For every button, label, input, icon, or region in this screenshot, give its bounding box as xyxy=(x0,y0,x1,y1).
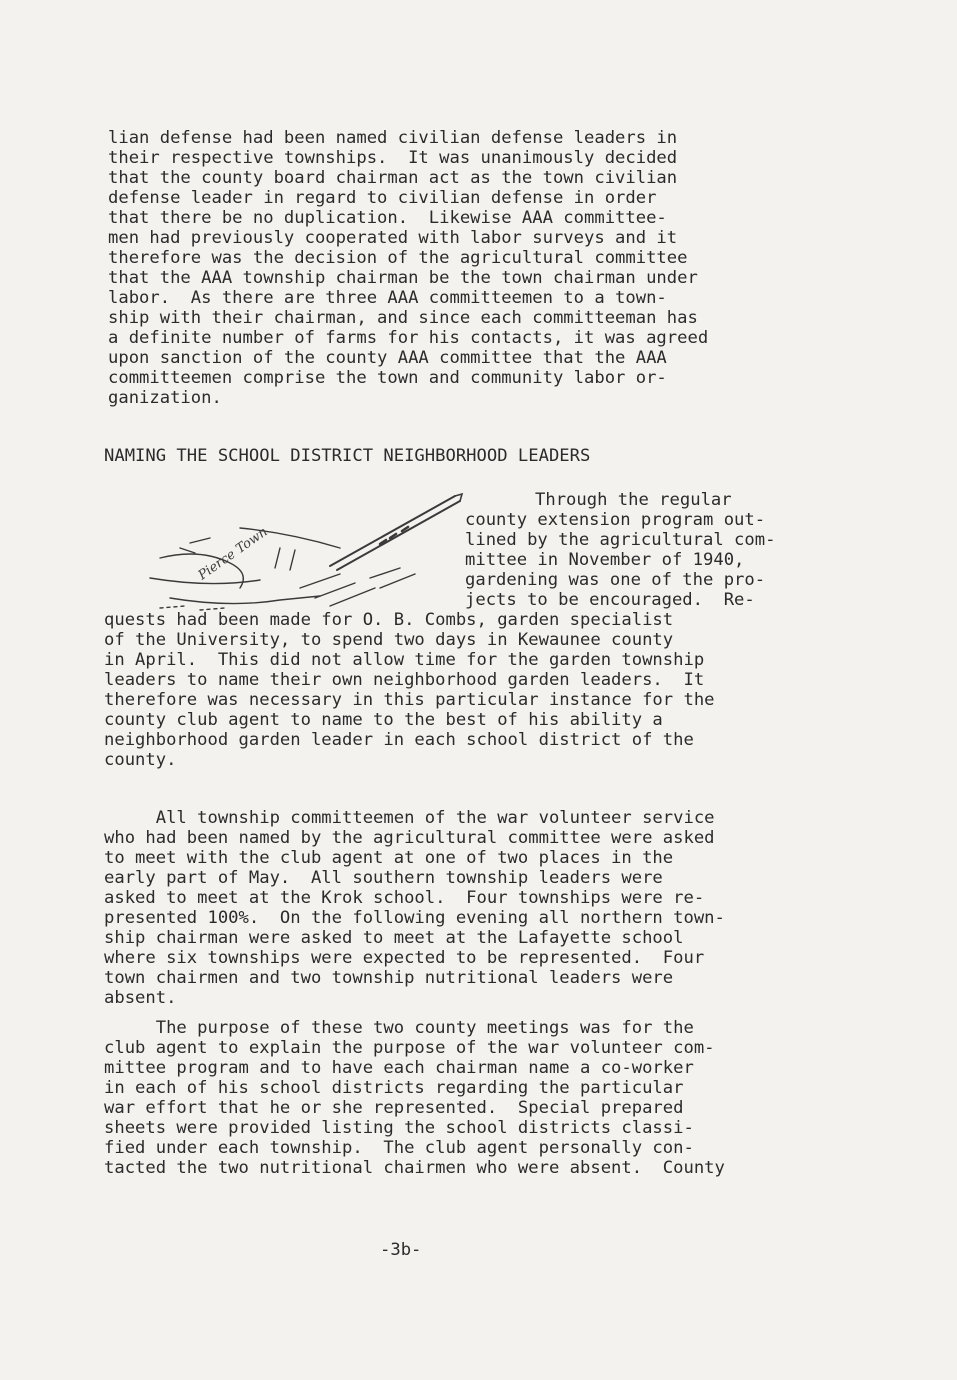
text-line: that there be no duplication. Likewise AAA committee- xyxy=(108,208,667,228)
paragraph-3 xyxy=(104,1018,874,1178)
text-line: All township committeemen of the war volunteer service xyxy=(104,808,715,828)
text-line: ganization. xyxy=(108,388,222,408)
paragraph-2 xyxy=(104,808,874,1008)
text-line: sheets were provided listing the school districts classi- xyxy=(104,1118,694,1138)
text-line: asked to meet at the Krok school. Four townships were re- xyxy=(104,888,705,908)
text-line: jects to be encouraged. Re- xyxy=(465,590,755,610)
text-line: absent. xyxy=(104,988,177,1008)
text-line: county. xyxy=(104,750,177,770)
text-line: fied under each township. The club agent personally con- xyxy=(104,1138,694,1158)
text-line: tacted the two nutritional chairmen who were absent. County xyxy=(104,1158,725,1178)
pencil-map-sketch xyxy=(140,488,470,618)
paragraph-wrap-full xyxy=(104,610,864,770)
text-line: leaders to name their own neighborhood garden leaders. It xyxy=(104,670,705,690)
text-line: defense leader in regard to civilian defense in order xyxy=(108,188,657,208)
text-line: men had previously cooperated with labor surveys and it xyxy=(108,228,678,248)
text-line: gardening was one of the pro- xyxy=(465,570,766,590)
text-line: in each of his school districts regarding the particular xyxy=(104,1078,684,1098)
text-line: committeemen comprise the town and community labor or- xyxy=(108,368,667,388)
paragraph-top xyxy=(108,128,868,408)
text-line: therefore was necessary in this particular instance for the xyxy=(104,690,715,710)
text-line: in April. This did not allow time for the garden township xyxy=(104,650,705,670)
paragraph-wrap-right xyxy=(465,490,865,610)
text-line: their respective townships. It was unanimously decided xyxy=(108,148,678,168)
text-line: where six townships were expected to be represented. Four xyxy=(104,948,705,968)
text-line: mittee program and to have each chairman name a co-worker xyxy=(104,1058,694,1078)
text-line: that the AAA township chairman be the town chairman under xyxy=(108,268,698,288)
text-line: lined by the agricultural com- xyxy=(465,530,776,550)
text-line: The purpose of these two county meetings was for the xyxy=(104,1018,694,1038)
sketch-label: Pierce Town xyxy=(195,524,271,584)
text-line: quests had been made for O. B. Combs, garden specialist xyxy=(104,610,674,630)
text-line: Through the regular xyxy=(535,490,732,510)
text-line: that the county board chairman act as the town civilian xyxy=(108,168,678,188)
text-line: lian defense had been named civilian defense leaders in xyxy=(108,128,678,148)
text-line: labor. As there are three AAA committeemen to a town- xyxy=(108,288,667,308)
text-line: early part of May. All southern township leaders were xyxy=(104,868,663,888)
text-line: ship chairman were asked to meet at the Lafayette school xyxy=(104,928,684,948)
text-line: who had been named by the agricultural committee were asked xyxy=(104,828,715,848)
text-line: club agent to explain the purpose of the war volunteer com- xyxy=(104,1038,715,1058)
text-line: to meet with the club agent at one of two places in the xyxy=(104,848,674,868)
text-line: county extension program out- xyxy=(465,510,766,530)
text-line: presented 100%. On the following evening all northern town- xyxy=(104,908,725,928)
text-line: neighborhood garden leader in each school district of the xyxy=(104,730,694,750)
text-line: ship with their chairman, and since each committeeman has xyxy=(108,308,698,328)
section-heading: NAMING THE SCHOOL DISTRICT NEIGHBORHOOD LEADERS xyxy=(104,446,591,466)
text-line: war effort that he or she represented. Special prepared xyxy=(104,1098,684,1118)
text-line: therefore was the decision of the agricultural committee xyxy=(108,248,688,268)
text-line: county club agent to name to the best of his ability a xyxy=(104,710,663,730)
text-line: upon sanction of the county AAA committee that the AAA xyxy=(108,348,667,368)
text-line: mittee in November of 1940, xyxy=(465,550,745,570)
page-number: -3b- xyxy=(380,1240,422,1260)
text-line: of the University, to spend two days in Kewaunee county xyxy=(104,630,674,650)
text-line: town chairmen and two township nutritional leaders were xyxy=(104,968,674,988)
text-line: a definite number of farms for his contacts, it was agreed xyxy=(108,328,709,348)
